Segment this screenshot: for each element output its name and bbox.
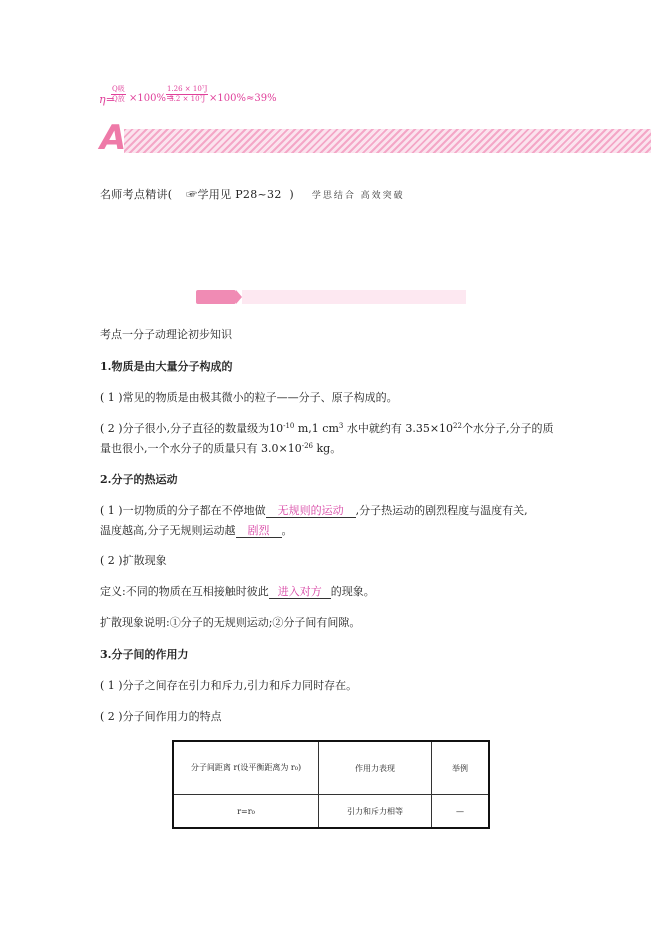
efficiency-formula — [99, 86, 279, 112]
formula-frac2-denominator: 3.2 × 10⁷J — [169, 95, 206, 103]
formula-mid: ×100%= — [129, 93, 175, 104]
table-header-row — [173, 741, 489, 795]
formula-fraction-2 — [166, 86, 208, 103]
paragraph-4: ( 2 )扩散现象 — [100, 554, 167, 567]
force-table — [172, 740, 490, 829]
heading-3: 3.分子间的作用力 — [100, 648, 189, 661]
table-header-cell: 举例 — [432, 741, 490, 795]
formula-frac1-numerator: Q吸 — [112, 85, 125, 93]
table-header-cell: 分子间距离 r(设平衡距离为 r₀) — [173, 741, 319, 795]
formula-eta: η= — [99, 93, 115, 106]
table-cell: 引力和斥力相等 — [319, 795, 432, 829]
section-ref: ☞学用见 P28~32 — [186, 188, 282, 201]
topic-banner-bar — [242, 290, 466, 304]
section-heading — [100, 186, 405, 202]
answer-blank-2: 剧烈 — [236, 524, 282, 538]
banner-stripe — [124, 129, 651, 153]
paragraph-2-line-2: 量也很小,一个水分子的质量只有 $3.0\times 10^{-26}$ kg。 — [100, 442, 342, 455]
heading-2: 2.分子的热运动 — [100, 473, 178, 486]
section-subtitle: 学思结合 高效突破 — [311, 191, 405, 201]
paragraph-2-line-1: ( 2 )分子很小,分子直径的数量级为$10^{-10}$ m,1 $cm^3$ 水中就约有 $3.35\times 10^{22}$个水分子,分子的质 — [100, 422, 554, 435]
table-cell: — — [432, 795, 490, 829]
formula-frac1-denominator: Q放 — [112, 95, 125, 103]
paragraph-3-line-2: 温度越高,分子无规则运动越 剧烈 。 — [100, 524, 293, 537]
topic-banner-tab — [196, 290, 236, 304]
section-close: ) — [289, 188, 295, 201]
formula-tail: ×100%≈39% — [209, 93, 277, 104]
banner-letter: A — [100, 118, 127, 158]
paragraph-7: ( 1 )分子之间存在引力和斥力,引力和斥力同时存在。 — [100, 679, 358, 692]
topic-title: 考点一分子动理论初步知识 — [100, 328, 232, 341]
table-cell: r=r₀ — [173, 795, 319, 829]
topic-banner — [196, 288, 466, 306]
answer-blank-3: 进入对方 — [269, 585, 331, 599]
paragraph-8: ( 2 )分子间作用力的特点 — [100, 710, 222, 723]
section-banner — [100, 118, 651, 158]
heading-1: 1.物质是由大量分子构成的 — [100, 360, 233, 373]
formula-frac2-numerator: 1.26 × 10⁷J — [167, 85, 208, 93]
table-row — [173, 795, 489, 829]
paragraph-6: 扩散现象说明:①分子的无规则运动;②分子间有间隙。 — [100, 616, 361, 629]
section-title: 名师考点精讲( — [100, 188, 173, 201]
paragraph-1: ( 1 )常见的物质是由极其微小的粒子——分子、原子构成的。 — [100, 391, 398, 404]
paragraph-3-line-1: ( 1 )一切物质的分子都在不停地做 无规则的运动 ,分子热运动的剧烈程度与温度有关, — [100, 504, 528, 517]
formula-fraction-1 — [111, 86, 126, 103]
paragraph-5: 定义:不同的物质在互相接触时彼此 进入对方 的现象。 — [100, 585, 375, 598]
table-header-cell: 作用力表现 — [319, 741, 432, 795]
answer-blank-1: 无规则的运动 — [266, 504, 356, 518]
